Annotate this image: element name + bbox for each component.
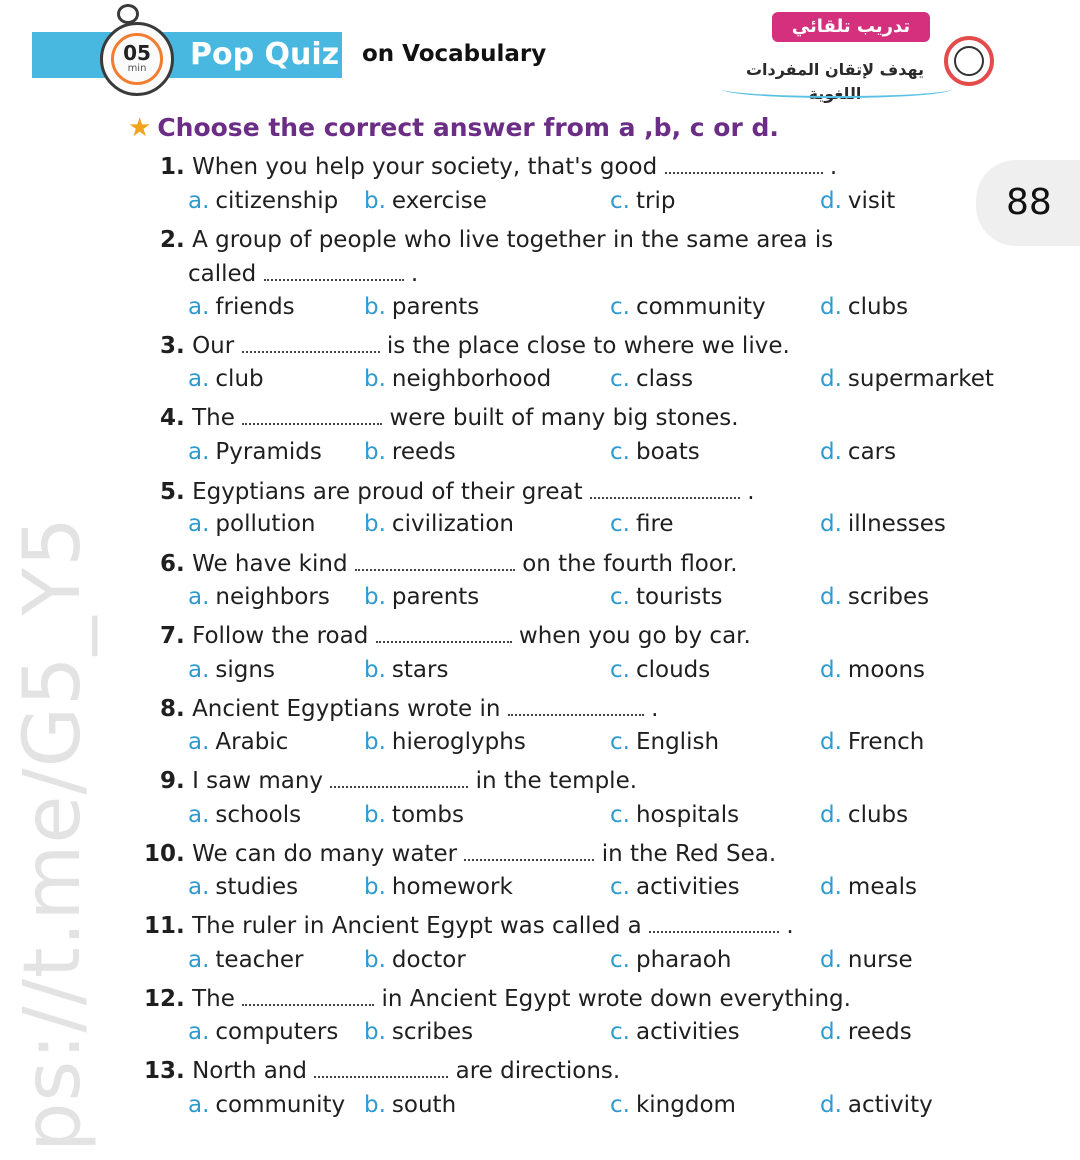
option-c[interactable]: c. community <box>610 294 766 320</box>
alarm-clock-icon <box>944 36 994 86</box>
option-b[interactable]: b. homework <box>364 874 513 900</box>
instruction-text: Choose the correct answer from a ,b, c or d. <box>157 113 779 142</box>
cloud-decoration <box>722 80 952 98</box>
option-a[interactable]: a. Pyramids <box>188 439 322 465</box>
option-b[interactable]: b. exercise <box>364 188 487 214</box>
question-2-line2: called . <box>188 261 419 287</box>
option-d[interactable]: d. supermarket <box>820 366 994 392</box>
quiz-subtitle: on Vocabulary <box>362 41 547 67</box>
option-c[interactable]: c. tourists <box>610 584 723 610</box>
option-d[interactable]: d. meals <box>820 874 917 900</box>
option-b[interactable]: b. hieroglyphs <box>364 729 526 755</box>
page-number: 88 <box>1006 182 1052 223</box>
answer-blank[interactable] <box>649 911 779 933</box>
option-d[interactable]: d. clubs <box>820 802 909 828</box>
answer-blank[interactable] <box>242 403 382 425</box>
option-c[interactable]: c. clouds <box>610 657 711 683</box>
question-13: 13. North and are directions. <box>144 1058 621 1084</box>
option-a[interactable]: a. friends <box>188 294 295 320</box>
question-1: 1. When you help your society, that's good . <box>160 154 838 180</box>
option-d[interactable]: d. illnesses <box>820 511 946 537</box>
option-a[interactable]: a. teacher <box>188 947 304 973</box>
option-a[interactable]: a. pollution <box>188 511 316 537</box>
option-c[interactable]: c. boats <box>610 439 700 465</box>
option-d[interactable]: d. visit <box>820 188 896 214</box>
answer-blank[interactable] <box>314 1056 448 1078</box>
option-c[interactable]: c. trip <box>610 188 676 214</box>
option-b[interactable]: b. doctor <box>364 947 466 973</box>
answer-blank[interactable] <box>464 839 594 861</box>
question-9: 9. I saw many in the temple. <box>160 768 638 794</box>
option-c[interactable]: c. English <box>610 729 720 755</box>
answer-blank[interactable] <box>264 259 404 281</box>
star-icon: ★ <box>128 113 152 143</box>
option-a[interactable]: a. community <box>188 1092 346 1118</box>
answer-blank[interactable] <box>330 766 468 788</box>
option-a[interactable]: a. studies <box>188 874 299 900</box>
stopwatch-knob-icon <box>117 4 139 24</box>
option-d[interactable]: d. French <box>820 729 925 755</box>
option-b[interactable]: b. neighborhood <box>364 366 552 392</box>
arabic-label-bottom: يهدف لإتقان المفردات اللغوية <box>745 60 925 103</box>
question-4: 4. The were built of many big stones. <box>160 405 739 431</box>
question-12: 12. The in Ancient Egypt wrote down everything. <box>144 986 851 1012</box>
watermark: ps://t.me/G5_Y5 <box>8 516 98 1152</box>
option-b[interactable]: b. reeds <box>364 439 456 465</box>
question-10: 10. We can do many water in the Red Sea. <box>144 841 777 867</box>
option-d[interactable]: d. cars <box>820 439 897 465</box>
option-a[interactable]: a. signs <box>188 657 275 683</box>
question-2: 2. A group of people who live together in the same area is <box>160 227 834 253</box>
option-b[interactable]: b. civilization <box>364 511 514 537</box>
option-b[interactable]: b. stars <box>364 657 449 683</box>
option-c[interactable]: c. activities <box>610 874 740 900</box>
option-c[interactable]: c. pharaoh <box>610 947 732 973</box>
option-d[interactable]: d. reeds <box>820 1019 912 1045</box>
answer-blank[interactable] <box>665 152 823 174</box>
question-8: 8. Ancient Egyptians wrote in . <box>160 696 659 722</box>
question-6: 6. We have kind on the fourth floor. <box>160 551 738 577</box>
option-b[interactable]: b. tombs <box>364 802 464 828</box>
answer-blank[interactable] <box>590 477 740 499</box>
option-c[interactable]: c. hospitals <box>610 802 740 828</box>
option-b[interactable]: b. parents <box>364 584 480 610</box>
question-7: 7. Follow the road when you go by car. <box>160 623 751 649</box>
answer-blank[interactable] <box>355 549 515 571</box>
option-d[interactable]: d. moons <box>820 657 926 683</box>
timer-number: 05 <box>123 41 151 65</box>
option-a[interactable]: a. club <box>188 366 264 392</box>
instruction <box>128 112 779 144</box>
option-d[interactable]: d. clubs <box>820 294 909 320</box>
stopwatch-icon <box>100 22 174 96</box>
option-d[interactable]: d. nurse <box>820 947 913 973</box>
option-c[interactable]: c. activities <box>610 1019 740 1045</box>
option-d[interactable]: d. scribes <box>820 584 930 610</box>
option-a[interactable]: a. computers <box>188 1019 339 1045</box>
option-c[interactable]: c. kingdom <box>610 1092 736 1118</box>
option-b[interactable]: b. parents <box>364 294 480 320</box>
option-b[interactable]: b. scribes <box>364 1019 474 1045</box>
answer-blank[interactable] <box>376 621 512 643</box>
answer-blank[interactable] <box>508 694 644 716</box>
question-3: 3. Our is the place close to where we live. <box>160 333 790 359</box>
option-d[interactable]: d. activity <box>820 1092 933 1118</box>
option-a[interactable]: a. neighbors <box>188 584 330 610</box>
option-c[interactable]: c. fire <box>610 511 674 537</box>
question-5: 5. Egyptians are proud of their great . <box>160 479 755 505</box>
option-a[interactable]: a. schools <box>188 802 302 828</box>
option-b[interactable]: b. south <box>364 1092 457 1118</box>
answer-blank[interactable] <box>242 984 374 1006</box>
timer-unit: min <box>127 63 147 74</box>
quiz-title: Pop Quiz <box>190 37 340 72</box>
option-a[interactable]: a. Arabic <box>188 729 289 755</box>
option-a[interactable]: a. citizenship <box>188 188 339 214</box>
answer-blank[interactable] <box>242 331 380 353</box>
question-11: 11. The ruler in Ancient Egypt was called a . <box>144 913 794 939</box>
option-c[interactable]: c. class <box>610 366 694 392</box>
arabic-label-top: تدريب تلقائي <box>772 12 930 42</box>
